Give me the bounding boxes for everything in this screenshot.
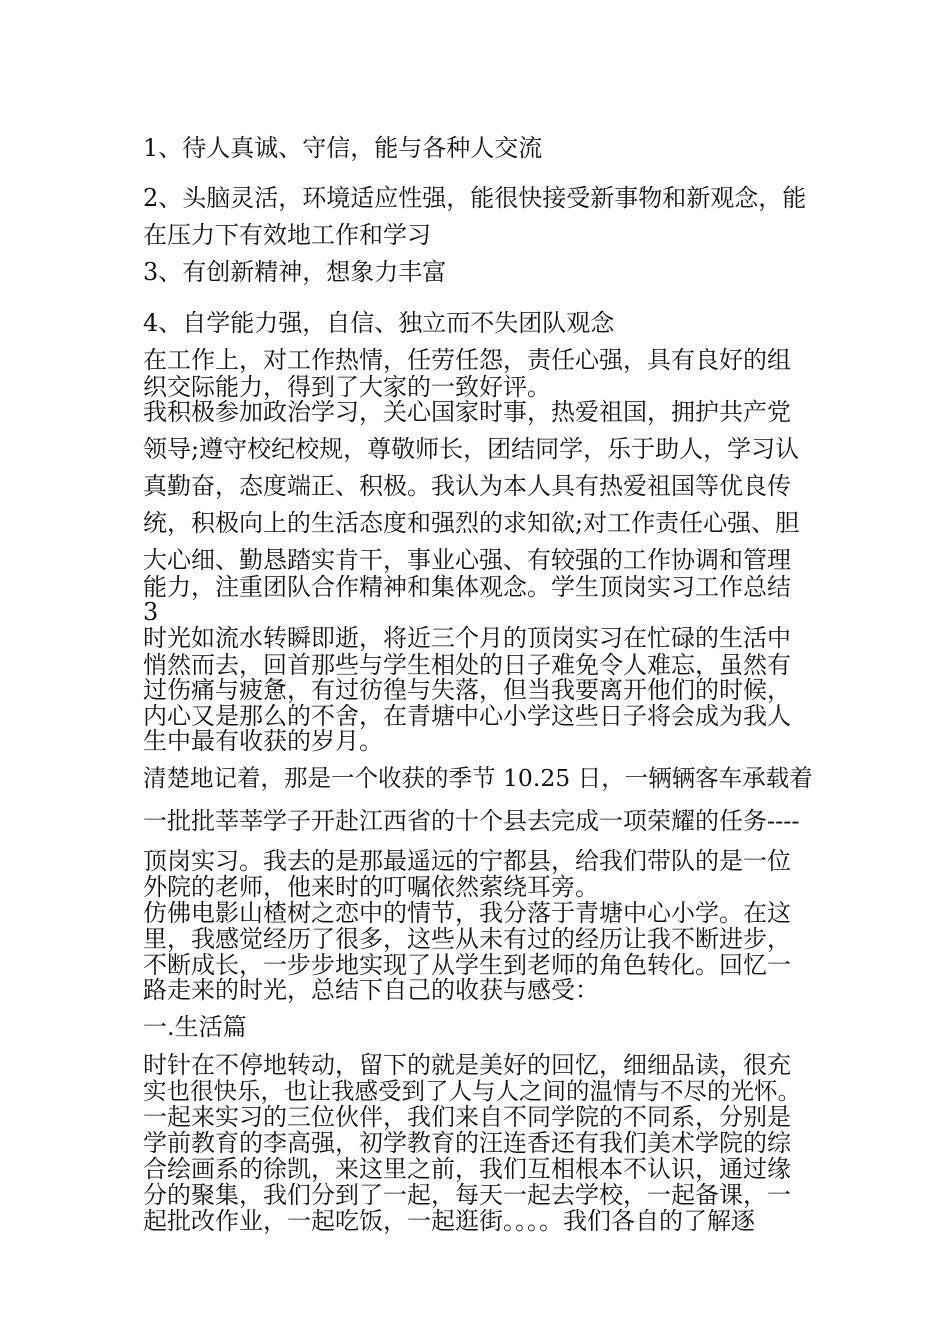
text-line: 悄然而去，回首那些与学生相处的日子难免令人难忘，虽然有 xyxy=(143,651,791,679)
text-line: 路走来的时光，总结下自己的收获与感受： xyxy=(143,976,599,1004)
text-line: 生中最有收获的岁月。 xyxy=(143,727,383,755)
section-heading: 一.生活篇 xyxy=(143,1013,247,1041)
text-line: 能力，注重团队合作精神和集体观念。学生顶岗实习工作总结 xyxy=(143,573,791,601)
text-line: 一起来实习的三位伙伴，我们来自不同学院的不同系，分别是 xyxy=(143,1103,791,1131)
text-line: 织交际能力，得到了大家的一致好评。 xyxy=(143,373,551,401)
text-line: 分的聚集，我们分到了一起，每天一起去学校，一起备课，一 xyxy=(143,1181,791,1209)
text-line: 2、头脑灵活，环境适应性强，能很快接受新事物和新观念，能 xyxy=(143,184,807,212)
text-line: 不断成长，一步步地实现了从学生到老师的角色转化。回忆一 xyxy=(143,951,791,979)
text-line: 外院的老师，他来时的叮嘱依然萦绕耳旁。 xyxy=(143,873,599,901)
text-line: 实也很快乐，也让我感受到了人与人之间的温情与不尽的光怀。 xyxy=(143,1077,801,1105)
text-line: 清楚地记着，那是一个收获的季节 10.25 日，一辆辆客车承载着 xyxy=(143,764,813,792)
text-line: 顶岗实习。我去的是那最遥远的宁都县，给我们带队的是一位 xyxy=(143,847,791,875)
text-line: 4、自学能力强，自信、独立而不失团队观念 xyxy=(143,309,615,337)
text-line: 1、待人真诚、守信，能与各种人交流 xyxy=(143,134,543,162)
text-line: 过伤痛与疲惫，有过彷徨与失落，但当我要离开他们的时候， xyxy=(143,676,791,704)
text-line: 时光如流水转瞬即逝，将近三个月的顶岗实习在忙碌的生活中 xyxy=(143,624,791,652)
text-line: 领导;遵守校纪校规，尊敬师长，团结同学，乐于助人，学习认 xyxy=(143,435,800,463)
text-line: 学前教育的李高强，初学教育的汪连香还有我们美术学院的综 xyxy=(143,1129,791,1157)
text-line: 在工作上，对工作热情，任劳任怨，责任心强，具有良好的组 xyxy=(143,346,791,374)
text-line: 时针在不停地转动，留下的就是美好的回忆，细细品读，很充 xyxy=(143,1051,791,1079)
text-line: 真勤奋，态度端正、积极。我认为本人具有热爱祖国等优良传 xyxy=(143,472,791,500)
text-line: 我积极参加政治学习，关心国家时事，热爱祖国，拥护共产党 xyxy=(143,398,791,426)
text-line: 3 xyxy=(143,598,159,626)
text-line: 3、有创新精神，想象力丰富 xyxy=(143,258,447,286)
text-line: 起批改作业，一起吃饭，一起逛街。。。。我们各自的了解逐 xyxy=(143,1207,755,1235)
text-line: 内心又是那么的不舍，在青塘中心小学这些日子将会成为我人 xyxy=(143,702,791,730)
text-line: 大心细、勤恳踏实肯干，事业心强、有较强的工作协调和管理 xyxy=(143,546,791,574)
text-line: 统，积极向上的生活态度和强烈的求知欲;对工作责任心强、胆 xyxy=(143,509,800,537)
text-line: 合绘画系的徐凯，来这里之前，我们互相根本不认识，通过缘 xyxy=(143,1155,791,1183)
text-line: 里，我感觉经历了很多，这些从未有过的经历让我不断进步， xyxy=(143,925,791,953)
text-line: 一批批莘莘学子开赴江西省的十个县去完成一项荣耀的任务---- xyxy=(143,807,800,835)
text-line: 仿佛电影山楂树之恋中的情节，我分落于青塘中心小学。在这 xyxy=(143,899,791,927)
text-line: 在压力下有效地工作和学习 xyxy=(143,221,431,249)
